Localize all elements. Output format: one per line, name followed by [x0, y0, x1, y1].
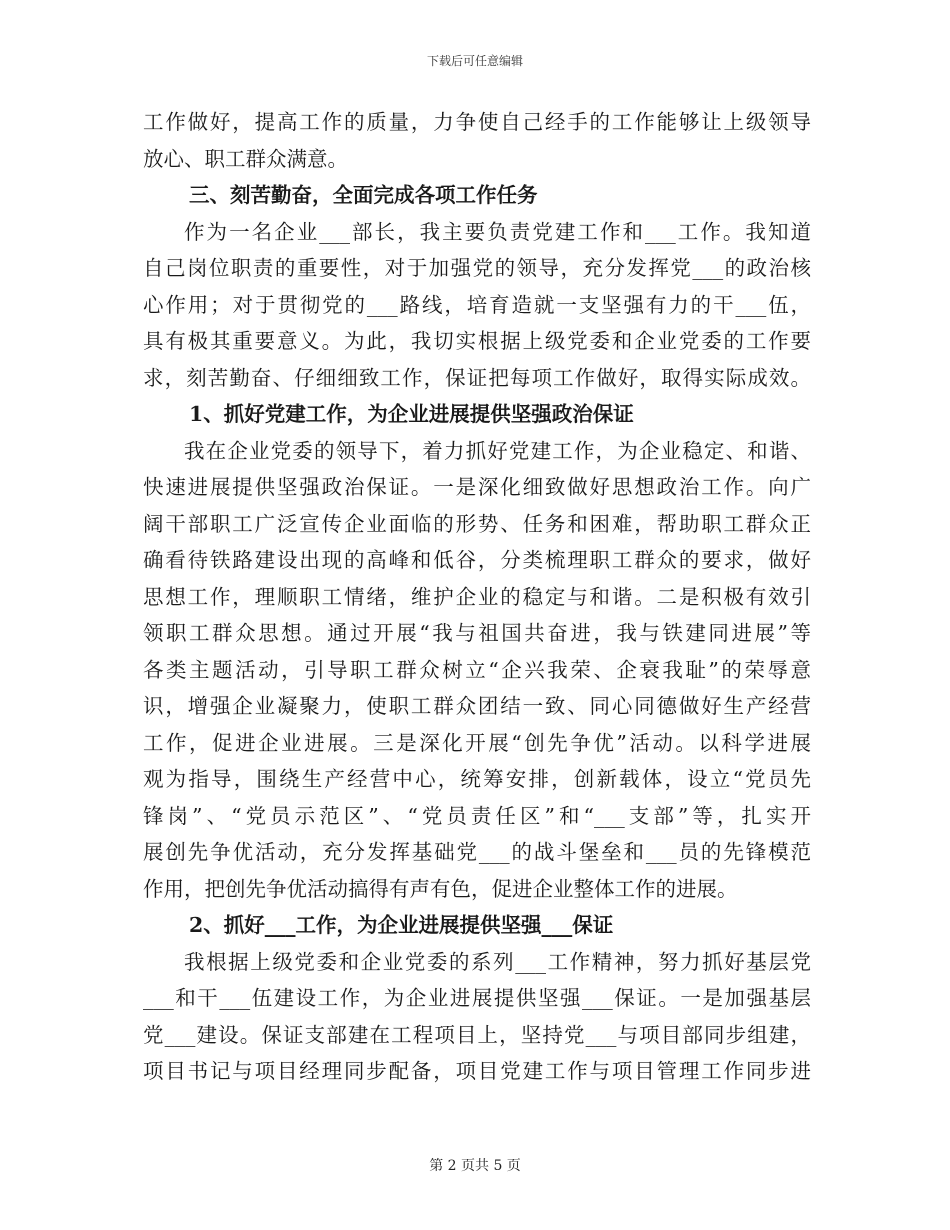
- text-line: 党___建设。保证支部建在工程项目上，坚持党___与项目部同步组建，: [143, 1022, 811, 1047]
- text-line: 快速进展提供坚强政治保证。一是深化细致做好思想政治工作。向广: [143, 475, 811, 499]
- text-line: 领职工群众思想。通过开展“我与祖国共奋进，我与铁建同进展”等: [143, 621, 811, 645]
- text-line: 工作做好，提高工作的质量，力争使自己经手的工作能够让上级领导: [143, 110, 811, 134]
- page-footer: 第 2 页共 5 页: [429, 1158, 521, 1174]
- subsection-heading: 2、抓好___工作，为企业进展提供坚强___保证: [189, 913, 614, 937]
- paragraph-first-line: 我根据上级党委和企业党委的系列___工作精神，努力抓好基层党: [184, 949, 811, 974]
- text-line: ___和干___伍建设工作，为企业进展提供坚强___保证。一是加强基层: [143, 986, 811, 1010]
- text-line: 求，刻苦勤奋、仔细细致工作，保证把每项工作做好，取得实际成效。: [143, 365, 811, 390]
- text-line: 自己岗位职责的重要性，对于加强党的领导，充分发挥党___的政治核: [143, 256, 811, 280]
- page-header: 下载后可任意编辑: [426, 54, 523, 68]
- text-line: 作用，把创先争优活动搞得有声有色，促进企业整体工作的进展。: [143, 876, 738, 901]
- section-heading: 三、刻苦勤奋，全面完成各项工作任务: [189, 183, 538, 207]
- text-line: 放心、职工群众满意。: [143, 146, 348, 171]
- text-line: 展创先争优活动，充分发挥基础党___的战斗堡垒和___员的先锋模范: [143, 840, 811, 864]
- subsection-heading: 1、抓好党建工作，为企业进展提供坚强政治保证: [189, 402, 634, 426]
- text-line: 思想工作，理顺职工情绪，维护企业的稳定与和谐。二是积极有效引: [143, 584, 811, 609]
- text-line: 工作，促进企业进展。三是深化开展“创先争优”活动。以科学进展: [143, 730, 811, 755]
- paragraph-first-line: 我在企业党委的领导下，着力抓好党建工作，为企业稳定、和谐、: [184, 438, 811, 463]
- text-line: 项目书记与项目经理同步配备，项目党建工作与项目管理工作同步进: [143, 1059, 811, 1083]
- text-line: 阔干部职工广泛宣传企业面临的形势、任务和困难，帮助职工群众正: [143, 511, 811, 536]
- text-line: 心作用；对于贯彻党的___路线，培育造就一支坚强有力的干___伍，: [143, 292, 811, 317]
- text-line: 各类主题活动，引导职工群众树立“企兴我荣、企衰我耻”的荣辱意: [143, 657, 811, 682]
- text-line: 锋岗”、“党员示范区”、“党员责任区”和“___支部”等，扎实开: [143, 803, 811, 828]
- text-line: 确看待铁路建设出现的高峰和低谷，分类梳理职工群众的要求，做好: [143, 548, 811, 572]
- text-line: 识，增强企业凝聚力，使职工群众团结一致、同心同德做好生产经营: [143, 694, 811, 718]
- text-line: 具有极其重要意义。为此，我切实根据上级党委和企业党委的工作要: [143, 329, 811, 353]
- paragraph-first-line: 作为一名企业___部长，我主要负责党建工作和___工作。我知道: [184, 219, 811, 244]
- text-line: 观为指导，围绕生产经营中心，统筹安排，创新载体，设立“党员先: [143, 767, 811, 791]
- document-body: [143, 104, 811, 1090]
